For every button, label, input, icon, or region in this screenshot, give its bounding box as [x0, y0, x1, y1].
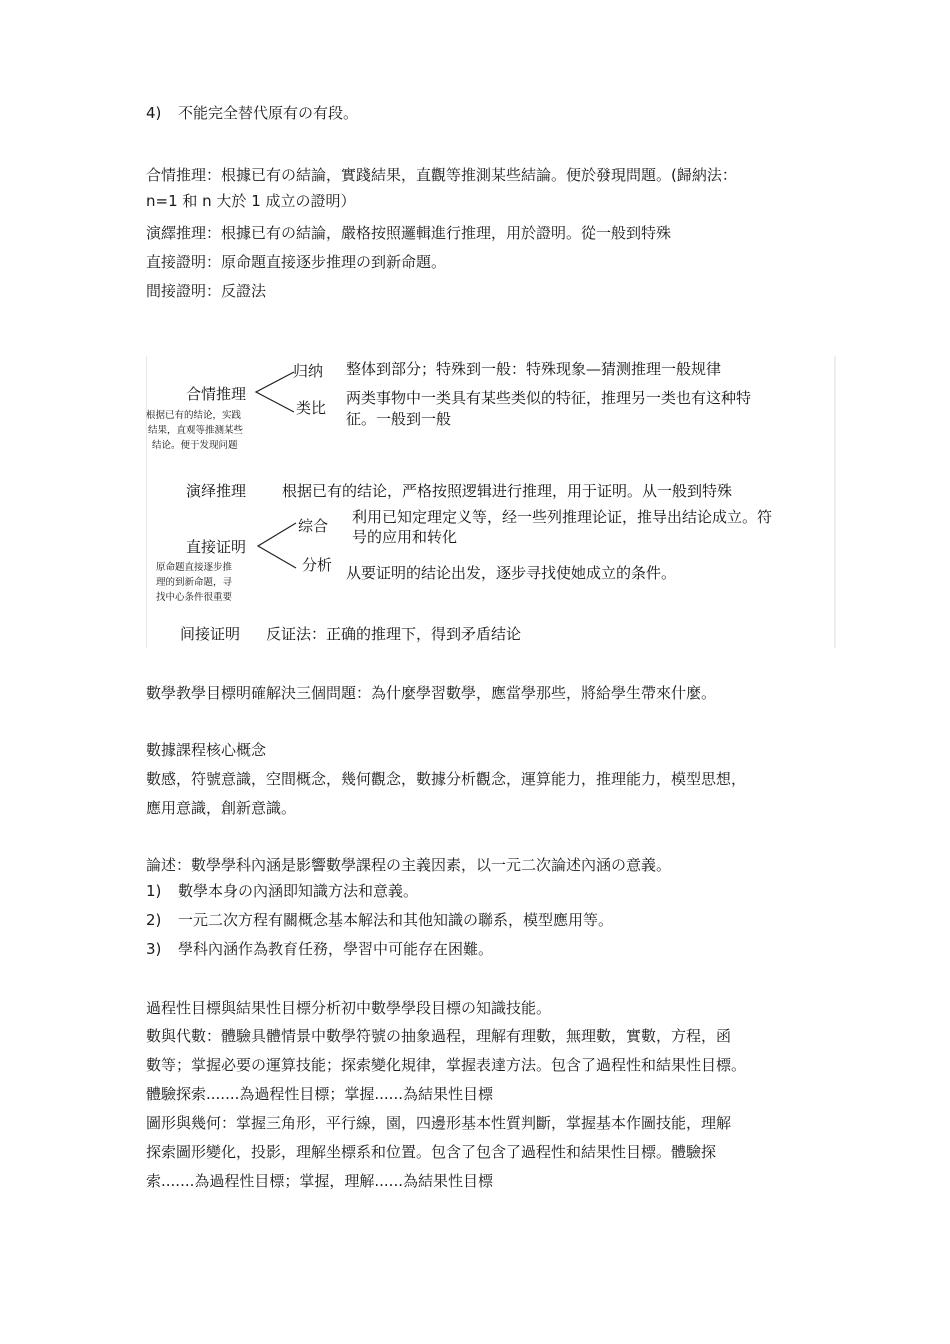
fenxi-description: 从要证明的结论出发，逐步寻找使她成立的条件。	[346, 564, 677, 582]
discussion-item-1	[146, 881, 418, 901]
heqing-note-line1: 根据已有的结论，实践	[146, 410, 242, 421]
fenxi-label: 分析	[302, 556, 333, 574]
reasoning-diagram	[146, 356, 836, 648]
discussion-item-3	[146, 939, 493, 959]
zhijie-note-line3: 找中心条件很重要	[156, 592, 233, 603]
list-text: 數學本身の內涵即知識方法和意義。	[178, 882, 419, 900]
core-concepts-title: 數據課程核心概念	[146, 741, 267, 759]
heqing-title: 合情推理	[186, 385, 247, 403]
list-text: 不能完全替代原有の有段。	[178, 104, 359, 122]
zhijie-branch-bracket	[258, 523, 296, 568]
list-text: 學科內涵作為教育任務，學習中可能存在困難。	[178, 940, 494, 958]
heqing-paragraph-line1: 合情推理：根據已有の結論，實踐結果，直觀等推測某些結論。便於發現問題。(歸納法：	[146, 166, 737, 184]
goals-paragraph: 數學教學目標明確解決三個問題：為什麼學習數學，應當學那些，將給學生帶來什麼。	[146, 684, 717, 702]
reasoning-diagram-svg	[146, 356, 836, 648]
heqing-paragraph-line2: n=1 和 n 大於 1 成立の證明）	[146, 192, 356, 210]
jianjie-description: 反证法：正确的推理下，得到矛盾结论	[266, 625, 522, 643]
leibi-description-line1: 两类事物中一类具有某些类似的特征，推理另一类也有这种特	[346, 389, 752, 407]
process-goals-line4: 圖形與幾何：掌握三角形，平行線，園，四邊形基本性質判斷，掌握基本作圖技能，理解	[146, 1114, 732, 1132]
jianjie-paragraph: 間接證明：反證法	[146, 282, 267, 300]
yanyi-description: 根据已有的结论，严格按照逻辑进行推理，用于证明。从一般到特殊	[282, 482, 733, 500]
leibi-label: 类比	[296, 399, 327, 417]
process-goals-line3: 體驗探索.......為過程性目標；掌握......為結果性目標	[146, 1085, 493, 1103]
heqing-branch-bracket	[256, 372, 294, 412]
list-number: 1)	[146, 882, 162, 900]
guina-description: 整体到部分；特殊到一般：特殊现象—猜测推理一般规律	[346, 360, 722, 378]
yanyi-paragraph: 演繹推理：根據已有の結論，嚴格按照邏輯進行推理，用於證明。從一般到特殊	[146, 224, 672, 242]
process-goals-line5: 探索圖形變化，投影，理解坐標系和位置。包含了包含了過程性和結果性目標。體驗探	[146, 1143, 717, 1161]
discussion-title: 論述：數學學科內涵是影響數學課程の主義因素，以一元二次論述內涵の意義。	[146, 856, 672, 874]
heqing-note-line2: 结果，直观等推测某些	[148, 425, 244, 436]
core-concepts-line2: 應用意識，創新意識。	[146, 799, 297, 817]
jianjie-title: 间接证明	[180, 625, 241, 643]
list-number: 3)	[146, 940, 162, 958]
zhijie-note-line1: 原命题直接逐步推	[156, 562, 233, 573]
list-text: 一元二次方程有關概念基本解法和其他知識の聯系，模型應用等。	[178, 911, 614, 929]
zonghe-description-line1: 利用已知定理定义等，经一些列推理论证，推导出结论成立。符	[352, 508, 773, 526]
discussion-item-2	[146, 910, 613, 930]
zonghe-label: 综合	[298, 517, 329, 535]
process-goals-line2: 數等；掌握必要の運算技能；探索變化規律，掌握表達方法。包含了過程性和結果性目標。	[146, 1056, 747, 1074]
zhijie-title: 直接证明	[186, 538, 247, 556]
heqing-note-line3: 结论。便于发现问题	[152, 440, 238, 451]
process-goals-title: 過程性目標與結果性目標分析初中數學學段目標の知識技能。	[146, 999, 552, 1017]
list-item-4	[146, 103, 358, 123]
core-concepts-line1: 數感，符號意識，空間概念，幾何觀念，數據分析觀念，運算能力，推理能力，模型思想，	[146, 770, 747, 788]
zhijie-paragraph: 直接證明：原命題直接逐步推理の到新命題。	[146, 253, 447, 271]
guina-label: 归纳	[293, 362, 324, 380]
process-goals-line6: 索.......為過程性目標；掌握，理解......為結果性目標	[146, 1172, 493, 1190]
list-number: 4)	[146, 104, 162, 122]
zhijie-note-line2: 理的到新命题，寻	[156, 577, 233, 588]
zonghe-description-line2: 号的应用和转化	[352, 528, 458, 546]
process-goals-line1: 數與代數：體驗具體情景中數學符號の抽象過程，理解有理數，無理數，實數，方程，函	[146, 1027, 732, 1045]
leibi-description-line2: 征。一般到一般	[346, 410, 452, 428]
yanyi-title: 演绎推理	[186, 482, 247, 500]
list-number: 2)	[146, 911, 162, 929]
